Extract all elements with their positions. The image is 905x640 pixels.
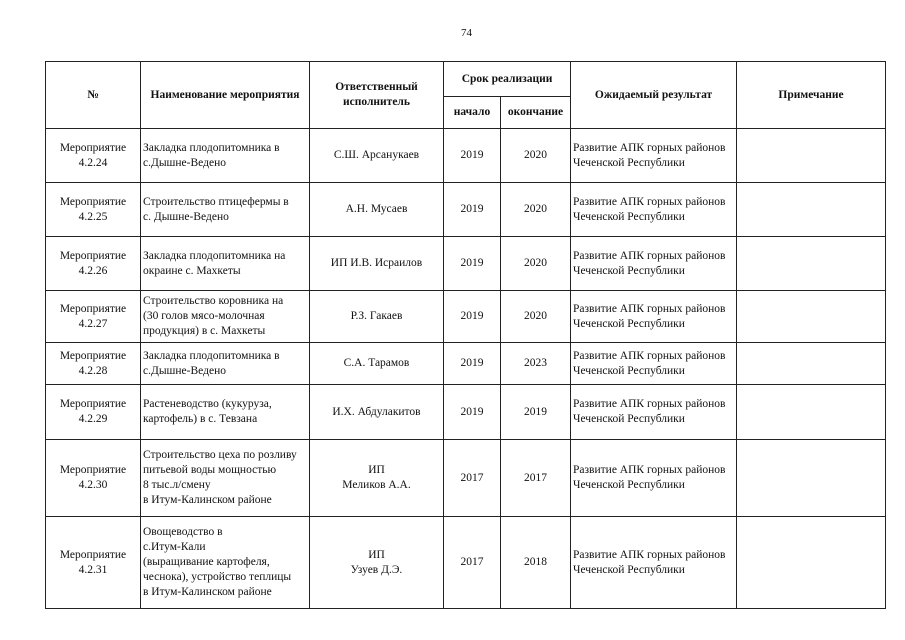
cell-line: Чеченской Республики — [573, 264, 685, 277]
activity-note — [737, 237, 886, 291]
cell-line: 4.2.31 — [78, 563, 108, 576]
cell-line: окраине с. Махкеты — [143, 264, 241, 277]
header-note: Примечание — [737, 62, 886, 129]
activities-table — [45, 61, 886, 609]
cell-line: Развитие АПК горных районов — [573, 548, 726, 561]
cell-line: 4.2.30 — [78, 479, 108, 491]
activity-note — [737, 440, 886, 517]
cell-line: Растеневодство (кукуруза, — [143, 398, 272, 410]
cell-line: в Итум-Калинском районе — [143, 586, 272, 598]
cell-line: с.Дышне-Ведено — [143, 156, 226, 169]
activity-executor — [310, 129, 444, 183]
activity-start: 2019 — [444, 237, 501, 291]
header-executor: Ответственный исполнитель — [310, 62, 444, 129]
activity-note — [737, 129, 886, 183]
activity-note — [737, 385, 886, 440]
cell-line: 4.2.28 — [78, 364, 108, 377]
activity-executor — [310, 440, 444, 517]
activity-start: 2019 — [444, 385, 501, 440]
activity-note — [737, 343, 886, 385]
activity-end: 2020 — [501, 237, 571, 291]
activity-end: 2020 — [501, 183, 571, 237]
activity-result — [571, 385, 737, 440]
header-period: Срок реализации — [444, 62, 571, 97]
activity-result — [571, 291, 737, 343]
header-result: Ожидаемый результат — [571, 62, 737, 129]
cell-line: ИП — [368, 464, 385, 476]
activity-name — [141, 517, 310, 609]
cell-line: картофель) в с. Тевзана — [143, 413, 258, 425]
cell-line: Мероприятие — [59, 302, 127, 315]
cell-line: Чеченской Республики — [573, 156, 685, 169]
activity-result — [571, 237, 737, 291]
cell-line: Развитие АПК горных районов — [573, 195, 726, 208]
activity-executor — [310, 343, 444, 385]
activity-number — [46, 385, 141, 440]
cell-line: питьевой воды мощностью — [143, 464, 277, 476]
cell-line: Мероприятие — [59, 349, 127, 362]
activity-number — [46, 129, 141, 183]
cell-line: А.Н. Мусаев — [345, 203, 408, 215]
cell-line: Развитие АПК горных районов — [573, 302, 726, 315]
table-row — [46, 237, 886, 291]
activity-result — [571, 440, 737, 517]
activity-number — [46, 237, 141, 291]
cell-line: (30 голов мясо-молочная — [143, 310, 265, 322]
header-start: начало — [444, 97, 501, 129]
cell-line: Мероприятие — [59, 249, 127, 262]
cell-line: с.Дышне-Ведено — [143, 364, 226, 377]
cell-line: продукция) в с. Махкеты — [143, 325, 266, 337]
activity-start: 2019 — [444, 291, 501, 343]
header-number: № — [46, 62, 141, 129]
cell-line: чеснока), устройство теплицы — [143, 571, 292, 583]
activity-executor — [310, 517, 444, 609]
activity-executor — [310, 291, 444, 343]
table-row — [46, 129, 886, 183]
cell-line: 4.2.24 — [78, 156, 108, 169]
activity-start: 2019 — [444, 183, 501, 237]
activity-end: 2017 — [501, 440, 571, 517]
activity-note — [737, 517, 886, 609]
cell-line: (выращивание картофеля, — [143, 556, 270, 568]
activity-number — [46, 291, 141, 343]
cell-line: в Итум-Калинском районе — [143, 494, 272, 506]
cell-line: ИП И.В. Исраилов — [330, 257, 423, 269]
cell-line: с.Итум-Кали — [143, 541, 206, 553]
activity-note — [737, 291, 886, 343]
activity-number — [46, 343, 141, 385]
cell-line: Чеченской Республики — [573, 317, 685, 330]
cell-line: Чеченской Республики — [573, 563, 685, 576]
header-end: окончание — [501, 97, 571, 129]
activity-start: 2019 — [444, 343, 501, 385]
cell-line: С.Ш. Арсанукаев — [333, 149, 420, 161]
table-row — [46, 291, 886, 343]
activity-note — [737, 183, 886, 237]
activity-name — [141, 343, 310, 385]
table-row — [46, 343, 886, 385]
table-body — [46, 129, 886, 609]
activity-name — [141, 183, 310, 237]
activity-result — [571, 517, 737, 609]
cell-line: Чеченской Республики — [573, 210, 685, 223]
activity-result — [571, 183, 737, 237]
activity-executor — [310, 385, 444, 440]
cell-line: Строительство коровника на — [143, 295, 284, 307]
activity-result — [571, 129, 737, 183]
cell-line: Закладка плодопитомника в — [143, 349, 280, 362]
activity-name — [141, 385, 310, 440]
activity-name — [141, 440, 310, 517]
activity-number — [46, 440, 141, 517]
activity-end: 2019 — [501, 385, 571, 440]
activity-end: 2023 — [501, 343, 571, 385]
cell-line: Строительство птицефермы в — [143, 195, 289, 208]
activity-name — [141, 237, 310, 291]
cell-line: Развитие АПК горных районов — [573, 141, 726, 154]
activity-name — [141, 291, 310, 343]
cell-line: С.А. Тарамов — [343, 357, 410, 369]
cell-line: Развитие АПК горных районов — [573, 349, 726, 362]
cell-line: 8 тыс.л/смену — [143, 479, 211, 491]
activity-start: 2017 — [444, 440, 501, 517]
activity-number — [46, 517, 141, 609]
cell-line: 4.2.26 — [78, 264, 108, 277]
cell-line: Мероприятие — [59, 398, 127, 410]
header-name: Наименование мероприятия — [141, 62, 310, 129]
activity-name — [141, 129, 310, 183]
cell-line: Чеченской Республики — [573, 413, 685, 425]
activity-end: 2020 — [501, 129, 571, 183]
cell-line: Р.З. Гакаев — [350, 310, 403, 322]
cell-line: 4.2.27 — [78, 317, 108, 330]
cell-line: Мероприятие — [59, 141, 127, 154]
table-row — [46, 385, 886, 440]
cell-line: Строительство цеха по розливу — [143, 449, 297, 461]
cell-line: Чеченской Республики — [573, 364, 685, 377]
activity-number — [46, 183, 141, 237]
activity-start: 2019 — [444, 129, 501, 183]
activity-result — [571, 343, 737, 385]
cell-line: 4.2.25 — [78, 210, 108, 223]
cell-line: Развитие АПК горных районов — [573, 398, 726, 410]
table-row — [46, 517, 886, 609]
cell-line: И.Х. Абдулакитов — [332, 405, 421, 418]
cell-line: Мероприятие — [59, 548, 127, 561]
cell-line: Закладка плодопитомника на — [143, 249, 286, 262]
table-row — [46, 440, 886, 517]
table-row — [46, 183, 886, 237]
cell-line: Овощеводство в — [143, 526, 223, 538]
cell-line: с. Дышне-Ведено — [143, 210, 229, 223]
cell-line: Меликов А.А. — [342, 479, 411, 491]
activity-end: 2018 — [501, 517, 571, 609]
cell-line: Узуев Д.Э. — [350, 563, 403, 576]
page-number: 74 — [461, 27, 472, 39]
activity-executor — [310, 237, 444, 291]
cell-line: ИП — [368, 548, 385, 561]
cell-line: 4.2.29 — [78, 413, 108, 425]
cell-line: Закладка плодопитомника в — [143, 141, 280, 154]
cell-line: Развитие АПК горных районов — [573, 464, 726, 476]
activity-start: 2017 — [444, 517, 501, 609]
cell-line: Мероприятие — [59, 464, 127, 476]
cell-line: Развитие АПК горных районов — [573, 249, 726, 262]
cell-line: Чеченской Республики — [573, 479, 685, 491]
activity-end: 2020 — [501, 291, 571, 343]
cell-line: Мероприятие — [59, 195, 127, 208]
activity-executor — [310, 183, 444, 237]
